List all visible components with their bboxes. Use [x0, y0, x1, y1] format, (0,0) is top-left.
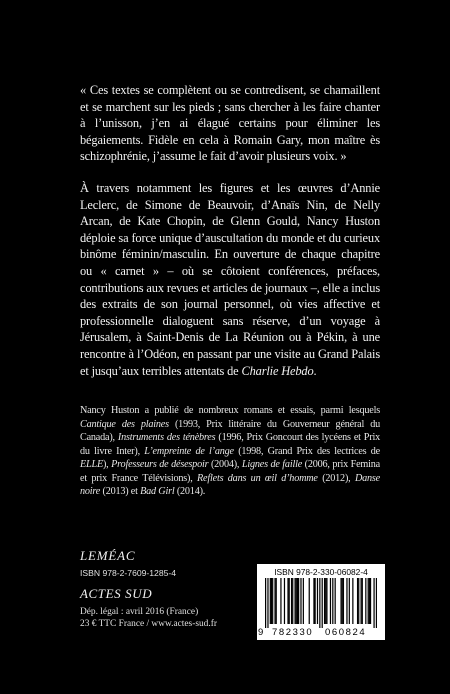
- bio-text: (2006, prix Femina et prix France Télévisions),: [80, 459, 380, 484]
- bio-text: (2014).: [176, 486, 206, 498]
- barcode-bar: [330, 578, 331, 624]
- barcode-icon: [265, 578, 377, 628]
- bio-title: Bad Girl: [140, 486, 175, 498]
- lemeac-isbn: ISBN 978-2-7609-1285-4: [80, 568, 177, 578]
- barcode-bar: [322, 578, 323, 628]
- barcode-bar: [274, 578, 275, 624]
- barcode-digits-left: 782330: [272, 627, 314, 638]
- barcode-bar: [291, 578, 292, 624]
- bio-text: ),: [102, 459, 109, 471]
- summary-paragraph: [80, 180, 380, 379]
- barcode-bar: [360, 578, 361, 624]
- bio-text: (2004),: [210, 459, 240, 471]
- barcode-label: [257, 564, 385, 640]
- bio-text: (1998, Grand Prix des lectrices de: [238, 445, 380, 457]
- barcode-bar: [272, 578, 273, 624]
- barcode-bar: [346, 578, 347, 624]
- bio-title: Danse noire: [80, 472, 380, 498]
- barcode-bar: [365, 578, 366, 624]
- barcode-bar: [280, 578, 281, 624]
- bio-title: L’empreinte de l’ange: [144, 445, 234, 457]
- author-bio: [80, 404, 380, 499]
- barcode-bar: [315, 578, 316, 624]
- barcode-bar: [319, 578, 320, 628]
- bio-title: Lignes de faille: [241, 459, 303, 471]
- barcode-bar: [270, 578, 271, 624]
- barcode-bar: [287, 578, 288, 624]
- bio-text: Nancy Huston a publié de nombreux romans et essais, parmi lesquels: [80, 405, 380, 416]
- bio-title: Instruments des ténèbres: [117, 432, 216, 444]
- barcode-bar: [340, 578, 341, 624]
- barcode-bar: [357, 578, 358, 624]
- bio-title: Professeurs de désespoir: [111, 459, 209, 471]
- barcode-bar: [362, 578, 363, 624]
- bio-title: Reflets dans un œil d’homme: [197, 472, 318, 484]
- bio-text: (2012),: [322, 472, 351, 484]
- barcode-bar: [373, 578, 374, 628]
- barcode-bar: [303, 578, 304, 624]
- barcode-bar: [332, 578, 333, 624]
- barcode-bar: [309, 578, 310, 624]
- summary-italic-title: Charlie Hebdo: [241, 363, 314, 378]
- barcode-bar: [349, 578, 350, 624]
- barcode-bar: [300, 578, 301, 624]
- back-cover-quote: « Ces textes se complètent ou se contredisent, se chamaillent et se marchent sur les pieds ; sans chercher à les faire chanter à l’unisson, j’en ai élagué certains pour éliminer les bégaiements. Fidèle en cela à Romain Gary, mon maître ès schizophrénie, j’assume le fait d’avoir plusieurs voix. »: [80, 83, 380, 164]
- summary-end: .: [313, 363, 317, 378]
- barcode-bar: [317, 578, 318, 624]
- bio-text: (2013) et: [102, 486, 138, 498]
- barcode-bar: [271, 578, 272, 624]
- barcode-bar: [267, 578, 268, 628]
- barcode-bar: [376, 578, 377, 628]
- barcode-isbn: ISBN 978-2-330-06082-4: [274, 567, 368, 577]
- barcode-bar: [289, 578, 290, 624]
- barcode-bar: [265, 578, 266, 628]
- barcode-bar: [325, 578, 326, 624]
- bio-text: (1996, Prix Goncourt des lycéens et Prix du livre Inter),: [80, 432, 380, 457]
- barcode-bar: [352, 578, 353, 624]
- summary-text: À travers notamment les figures et les œuvres d’Annie Leclerc, de Simone de Beauvoir, d’Anaïs Nin, de Nelly Arcan, de Kate Chopin, de Glenn Gould, Nancy Huston déploie sa force unique d’auscultation du monde et du curieux binôme féminin/masculin. En ouverture de chaque chapitre ou « carnet » – où se côtoient conférences, préfaces, contributions aux revues et articles de journaux –, elle a inclus des extraits de son journal personnel, où vies affective et professionnelle dialoguent sans réserve, d’un voyage à Jérusalem, à Saint-Denis de La Réunion ou à Pékin, à une rencontre à l’Odéon, en passant par une visite au Grand Palais et jusqu’aux terribles attentats de: [80, 181, 380, 378]
- barcode-bar: [368, 578, 369, 624]
- publisher-actes-sud-logo: ACTES SUD: [80, 586, 153, 601]
- barcode-bar: [343, 578, 344, 624]
- barcode-bar: [296, 578, 297, 624]
- barcode-bar: [342, 578, 343, 624]
- barcode-bar: [358, 578, 359, 624]
- barcode-bar: [313, 578, 314, 624]
- legal-deposit: Dép. légal : avril 2016 (France): [80, 607, 199, 617]
- barcode-bar: [370, 578, 371, 624]
- barcode-bar: [294, 578, 295, 624]
- barcode-bar: [284, 578, 285, 624]
- barcode-bar: [326, 578, 327, 624]
- publisher-lemeac-logo: LEMÉAC: [80, 548, 136, 563]
- bio-title: Cantique des plaines: [80, 418, 169, 430]
- bio-title: ELLE: [80, 459, 103, 471]
- barcode-bar: [298, 578, 299, 624]
- barcode-bar: [276, 578, 277, 624]
- barcode-bar: [297, 578, 298, 624]
- barcode-bar: [292, 578, 293, 624]
- barcode-digits-right: 060824: [325, 627, 367, 638]
- barcode-bar: [335, 578, 336, 624]
- barcode-bar: [324, 578, 325, 624]
- bio-text: (1993, Prix littéraire du Gouverneur général du Canada),: [80, 418, 380, 444]
- price-and-website: 23 € TTC France / www.actes-sud.fr: [80, 619, 217, 629]
- barcode-digit-first: 9: [258, 627, 264, 638]
- barcode-bar: [369, 578, 370, 624]
